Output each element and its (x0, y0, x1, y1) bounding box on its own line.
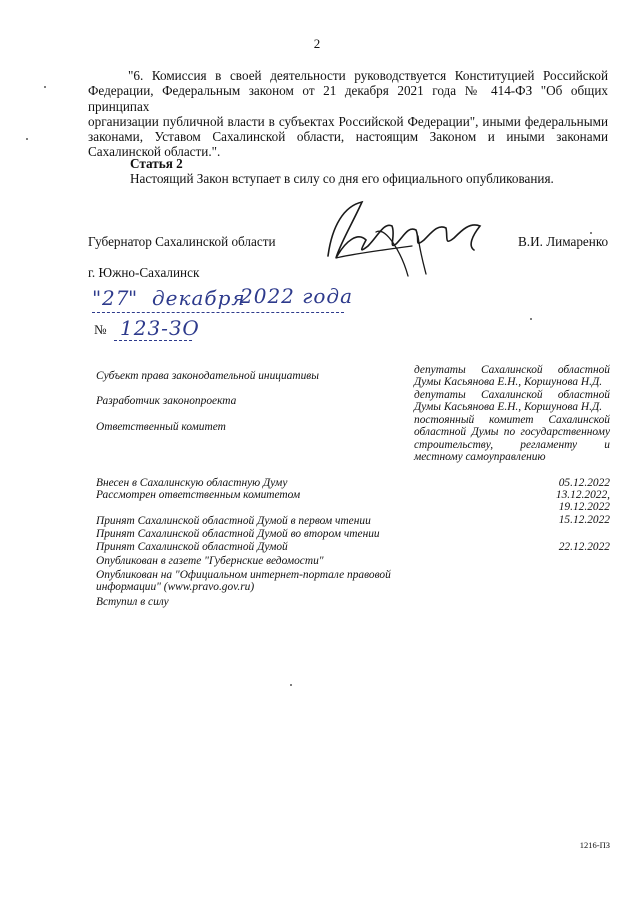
second-reading-label: Принят Сахалинской областной Думой во втором чтении (96, 528, 380, 540)
published-portal-line: Опубликован на "Официальном интернет-портале правовой (96, 569, 391, 581)
in-force-label: Вступил в силу (96, 596, 169, 608)
city: г. Южно-Сахалинск (88, 265, 200, 280)
governor-name: В.И. Лимаренко (518, 234, 609, 249)
published-gazette-label: Опубликован в газете "Губернские ведомости" (96, 555, 324, 567)
law-number: 123-ЗО (120, 316, 200, 340)
committee-value-line: постоянный комитет Сахалинской (414, 414, 610, 426)
subject-value-line: Думы Касьянова Е.Н., Коршунова Н.Д. (414, 376, 603, 389)
article-2-heading: Статья 2 (130, 156, 183, 171)
developer-value-line: депутаты Сахалинской областной (414, 389, 610, 401)
paragraph-6-line: законами, Уставом Сахалинской области, настоящим Законом и иными законами (88, 129, 608, 145)
date-quote-open: " (92, 286, 103, 310)
committee-label: Ответственный комитет (96, 421, 226, 433)
date-year: 2022 года (240, 284, 354, 308)
scan-speck (590, 232, 592, 234)
committee-value (414, 414, 610, 464)
subject-value-line: депутаты Сахалинской областной (414, 364, 610, 376)
governor-title: Губернатор Сахалинской области (88, 234, 276, 249)
reviewed-date-1: 13.12.2022, (555, 489, 610, 501)
subject-value (414, 364, 610, 389)
subject-label: Субъект права законодательной инициативы (96, 370, 319, 382)
developer-value (414, 389, 610, 414)
paragraph-6-line: "6. Комиссия в своей деятельности руководствуется Конституцией Российской (128, 68, 608, 83)
developer-value-line: Думы Касьянова Е.Н., Коршунова Н.Д. (414, 401, 603, 414)
scan-speck (290, 684, 292, 686)
adopted-date: 22.12.2022 (558, 541, 610, 553)
first-reading-label: Принят Сахалинской областной Думой в первом чтении (96, 515, 371, 527)
date-quote-close: " (128, 286, 139, 310)
paragraph-6-line: Сахалинской области.". (88, 144, 221, 160)
developer-label: Разработчик законопроекта (96, 395, 237, 407)
published-portal-label (96, 569, 391, 594)
paragraph-6-line: организации публичной власти в субъектах Российской Федерации", иными федеральными (88, 113, 608, 129)
committee-value-line: областной Думы по государственному (414, 426, 610, 439)
adopted-label: Принят Сахалинской областной Думой (96, 541, 288, 553)
paragraph-6 (88, 68, 608, 160)
committee-value-line: местному самоуправлению (414, 451, 546, 464)
published-portal-line: информации" (www.pravo.gov.ru) (96, 581, 255, 594)
governor-signature (322, 196, 502, 280)
date-underline (92, 312, 344, 313)
introduced-label: Внесен в Сахалинскую областную Думу (96, 477, 288, 489)
scan-speck (26, 138, 28, 140)
scan-speck (44, 86, 46, 88)
reviewed-date-2: 19.12.2022 (558, 501, 610, 513)
reviewed-label: Рассмотрен ответственным комитетом (96, 489, 301, 501)
first-reading-date: 15.12.2022 (558, 514, 610, 526)
page-number: 2 (313, 36, 321, 51)
date-month: декабря (152, 286, 246, 310)
number-underline (114, 340, 192, 341)
paragraph-6-line: Федерации, Федеральным законом от 21 декабря 2021 года № 414-ФЗ "Об общих принципах (88, 83, 608, 114)
article-2-text: Настоящий Закон вступает в силу со дня его официального опубликования. (130, 171, 554, 186)
number-prefix: № (94, 322, 107, 337)
introduced-date: 05.12.2022 (558, 477, 610, 489)
committee-value-line: строительству, регламенту и (414, 438, 610, 451)
footer-code: 1216-ПЗ (579, 840, 610, 850)
scan-speck (530, 318, 532, 320)
date-day: 27 (102, 286, 130, 310)
